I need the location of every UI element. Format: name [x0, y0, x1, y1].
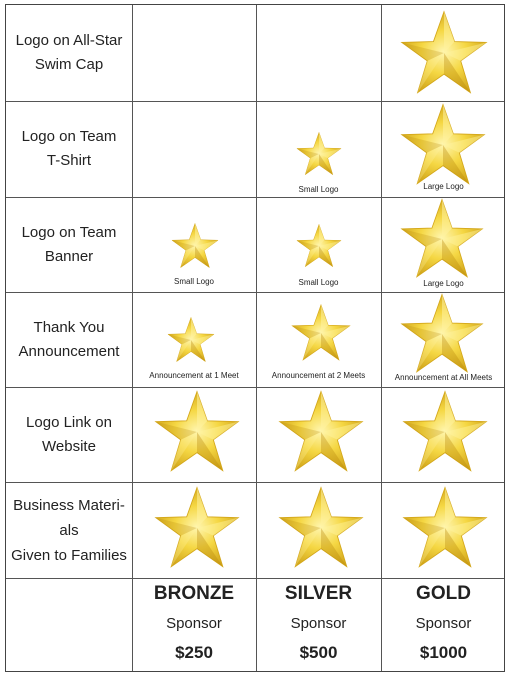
caption-announce-bronze: Announcement at 1 Meet — [149, 371, 239, 380]
star-icon — [291, 303, 351, 363]
star-icon — [167, 316, 215, 364]
tier-gold — [381, 578, 506, 673]
caption-banner-bronze: Small Logo — [173, 277, 215, 286]
tier-price: $250 — [175, 643, 213, 662]
tier-name: SILVER — [284, 583, 353, 604]
caption-announce-silver: Announcement at 2 Meets — [271, 371, 366, 380]
tier-price: $500 — [299, 643, 338, 662]
star-icon — [154, 389, 240, 475]
star-icon — [402, 389, 488, 475]
tier-sub: Sponsor — [166, 615, 222, 632]
tier-bronze — [132, 578, 256, 673]
star-icon — [400, 9, 488, 97]
row-label-banner: Logo on Team Banner — [21, 223, 117, 265]
column-divider — [381, 5, 382, 671]
star-icon — [278, 389, 364, 475]
caption-banner-gold: Large Logo — [423, 279, 464, 288]
tier-name: BRONZE — [153, 583, 235, 604]
tier-name: GOLD — [416, 583, 471, 604]
sponsorship-table — [5, 4, 505, 672]
caption-tshirt-silver: Small Logo — [298, 185, 339, 194]
row-label-t-shirt: Logo on Team T-Shirt — [21, 128, 117, 169]
column-divider — [132, 5, 133, 671]
caption-announce-gold: Announcement at All Meets — [394, 373, 493, 382]
star-icon — [296, 223, 342, 269]
row-label-announcement: Thank You Announcement — [18, 318, 120, 360]
star-icon — [400, 292, 484, 376]
star-icon — [400, 197, 484, 281]
caption-tshirt-gold: Large Logo — [423, 182, 464, 191]
column-divider — [256, 5, 257, 671]
star-icon — [278, 485, 364, 571]
tier-silver — [256, 578, 381, 673]
star-icon — [400, 102, 486, 188]
star-icon — [402, 485, 488, 571]
star-icon — [154, 485, 240, 571]
star-icon — [171, 222, 219, 270]
caption-banner-silver: Small Logo — [298, 278, 339, 287]
star-icon — [296, 131, 342, 177]
tier-price: $1000 — [419, 643, 468, 662]
row-label-business-materials: Business Materi- als Given to Families — [11, 496, 127, 564]
row-label-website: Logo Link on Website — [26, 413, 112, 455]
tier-sub: Sponsor — [290, 615, 347, 632]
row-label-swim-cap: Logo on All-Star Swim Cap — [15, 32, 123, 73]
tier-sub: Sponsor — [415, 615, 472, 632]
